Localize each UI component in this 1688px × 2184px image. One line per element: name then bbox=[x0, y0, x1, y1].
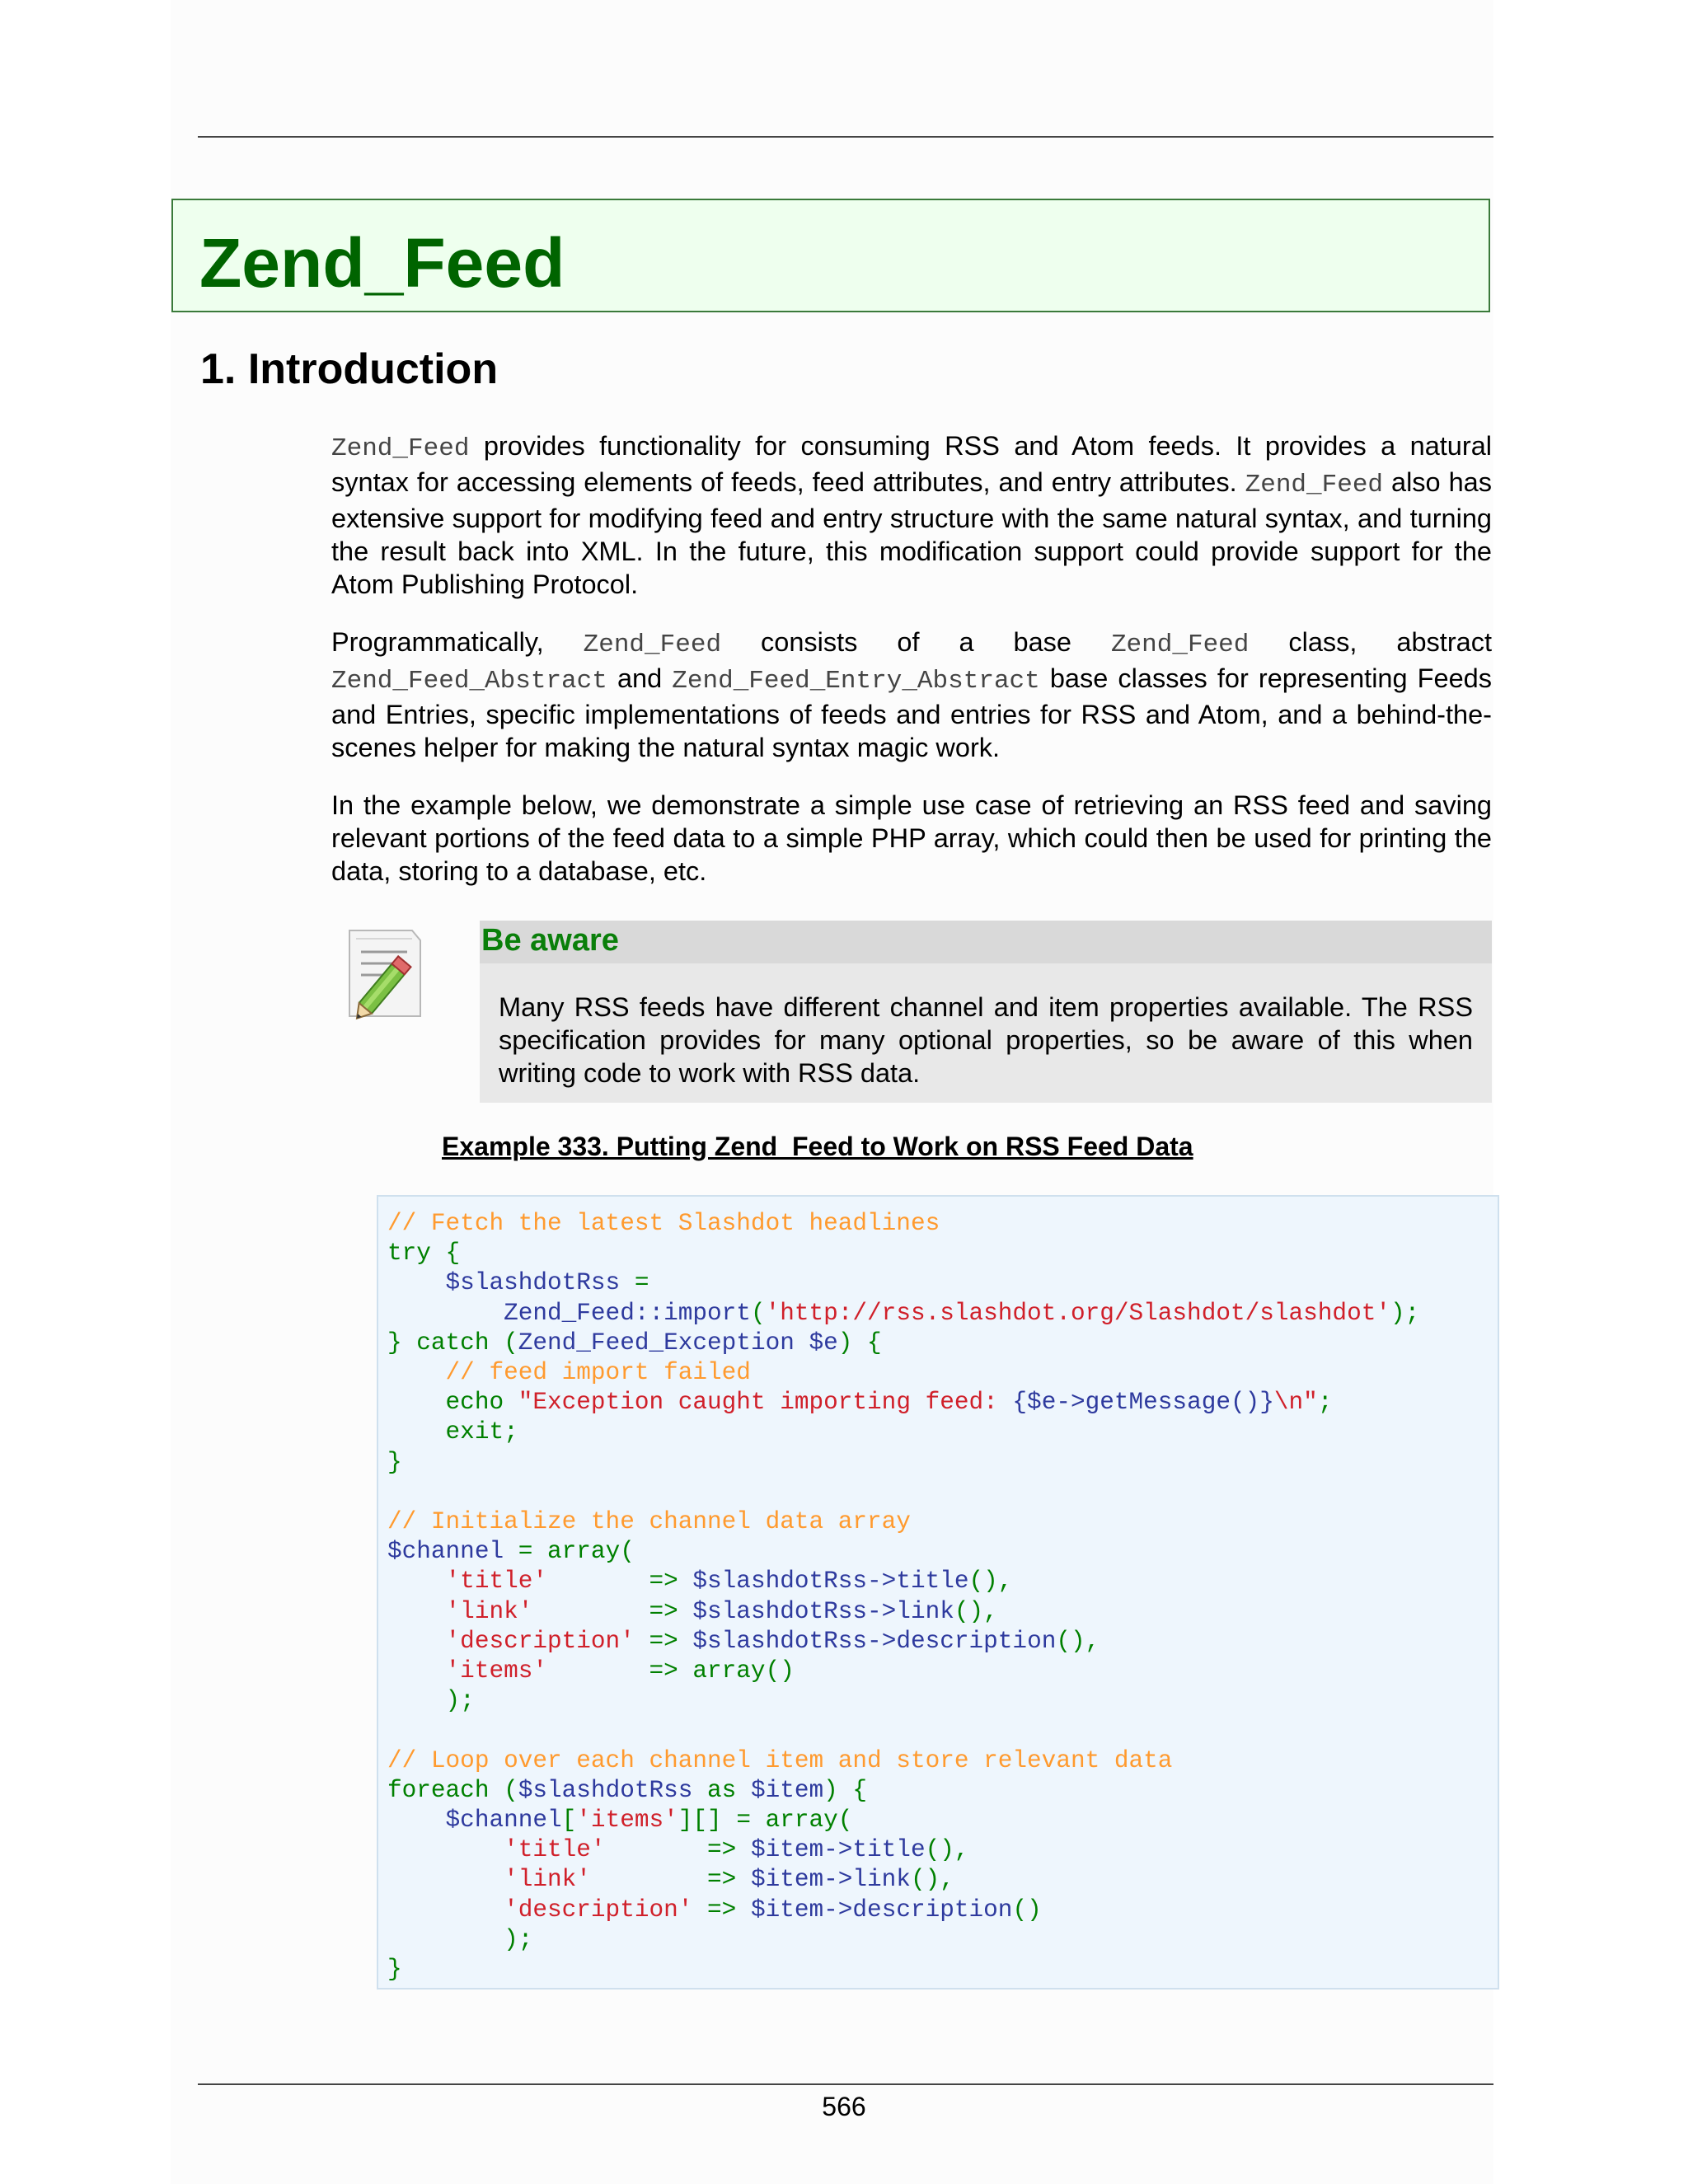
code-line bbox=[387, 1449, 402, 1476]
code-token: ) { bbox=[837, 1329, 882, 1357]
paragraph-text: base classes for representing Feeds and Entries, specific implementations of feeds and entries for RSS and Atom, and a behind-the-scenes helper for making the natural syntax magic work. bbox=[331, 663, 1492, 762]
code-token: => bbox=[605, 1836, 751, 1864]
code-token: ][] = array( bbox=[678, 1807, 853, 1835]
paragraph-text: also has extensive support for modifying feed and entry structure with the same natural syntax, and turning the result back into XML. In the future, this modification support could provide support for the Atom Publishing Protocol. bbox=[331, 467, 1492, 599]
chapter-title: Zend_Feed bbox=[199, 224, 565, 302]
code-token: 'http://rss.slashdot.org/Slashdot/slashdot' bbox=[765, 1299, 1390, 1327]
code-line bbox=[387, 1628, 1100, 1655]
code-token: $item->link bbox=[750, 1866, 911, 1894]
page-number: 566 bbox=[822, 2092, 866, 2121]
code-line bbox=[387, 1300, 1419, 1327]
header-rule bbox=[198, 136, 1493, 138]
inline-code: Zend_Feed_Abstract bbox=[331, 667, 607, 696]
code-line bbox=[387, 1836, 969, 1863]
code-token: } catch ( bbox=[387, 1329, 518, 1357]
note-body bbox=[480, 963, 1492, 1103]
code-token: Zend_Feed_Exception $e bbox=[518, 1329, 838, 1357]
code-token: ; bbox=[1317, 1389, 1333, 1417]
inline-code: Zend_Feed bbox=[331, 434, 470, 463]
code-block bbox=[377, 1195, 1499, 1990]
code-token: {$e->getMessage()} bbox=[1012, 1389, 1274, 1417]
code-token: = bbox=[620, 1269, 649, 1297]
code-token: => bbox=[692, 1896, 751, 1924]
code-token: as bbox=[692, 1776, 751, 1804]
code-token: => bbox=[590, 1866, 751, 1894]
code-token: (), bbox=[1056, 1627, 1100, 1655]
code-token: ( bbox=[750, 1299, 766, 1327]
code-token: echo bbox=[387, 1389, 518, 1417]
code-token: 'description' bbox=[387, 1627, 635, 1655]
code-token: [ bbox=[561, 1807, 577, 1835]
note-text: Many RSS feeds have different channel and item properties available. The RSS specification provides for many optional properties, so be aware of this when writing code to work with RSS data. bbox=[499, 992, 1473, 1088]
code-token: => bbox=[634, 1627, 693, 1655]
paragraph-text: class, abstract bbox=[1249, 627, 1493, 657]
code-line bbox=[387, 1568, 1012, 1595]
code-line bbox=[387, 1598, 998, 1625]
inline-code: Zend_Feed bbox=[1110, 630, 1250, 659]
code-token: $slashdotRss->link bbox=[692, 1597, 954, 1625]
paragraph-text: provides functionality for consuming RSS and Atom feeds. It provides a natural syntax for accessing elements of feeds, feed attributes, and entry attributes. bbox=[331, 431, 1492, 497]
code-line bbox=[387, 1657, 795, 1685]
code-line bbox=[387, 1210, 940, 1237]
code-token: 'items' bbox=[576, 1807, 678, 1835]
code-token: => array() bbox=[547, 1657, 795, 1685]
paragraph-text: Programmatically, bbox=[331, 627, 584, 657]
code-token: $slashdotRss bbox=[518, 1776, 693, 1804]
example-title: Example 333. Putting Zend_Feed to Work on RSS Feed Data bbox=[442, 1132, 1193, 1161]
note-title: Be aware bbox=[481, 923, 619, 958]
intro-paragraph-1 bbox=[331, 429, 1492, 601]
paragraph-text: and bbox=[607, 663, 673, 693]
code-token: (), bbox=[954, 1597, 998, 1625]
code-line bbox=[387, 1807, 852, 1834]
code-token: 'link' bbox=[387, 1597, 533, 1625]
code-token: ); bbox=[387, 1687, 475, 1715]
code-token: // feed import failed bbox=[387, 1359, 751, 1387]
code-line bbox=[387, 1896, 1042, 1924]
code-token: (), bbox=[910, 1866, 954, 1894]
code-token: foreach ( bbox=[387, 1776, 518, 1804]
code-line bbox=[387, 1866, 954, 1893]
code-token: () bbox=[1012, 1896, 1042, 1924]
code-token: $slashdotRss->title bbox=[692, 1568, 969, 1596]
code-line bbox=[387, 1418, 518, 1446]
chapter-title-box bbox=[171, 199, 1490, 312]
code-token: (), bbox=[968, 1568, 1013, 1596]
code-listing bbox=[387, 1209, 1419, 1985]
intro-paragraph-3: In the example below, we demonstrate a simple use case of retrieving an RSS feed and saving relevant portions of the feed data to a simple PHP array, which could then be used for printing the data, storing to a database, etc. bbox=[331, 790, 1492, 886]
code-token: "Exception caught importing feed: bbox=[518, 1389, 1013, 1417]
code-line bbox=[387, 1747, 1172, 1774]
code-token: 'link' bbox=[387, 1866, 591, 1894]
code-token: exit; bbox=[387, 1418, 518, 1446]
inline-code: Zend_Feed bbox=[1245, 471, 1384, 499]
code-token: => bbox=[547, 1568, 693, 1596]
note-header bbox=[480, 921, 1492, 963]
code-token: = array( bbox=[504, 1538, 635, 1566]
code-token: // Loop over each channel item and store relevant data bbox=[387, 1746, 1173, 1774]
code-token: $item->title bbox=[750, 1836, 926, 1864]
code-line bbox=[387, 1538, 635, 1565]
code-token: (), bbox=[925, 1836, 969, 1864]
code-token: } bbox=[387, 1448, 402, 1476]
code-token: try { bbox=[387, 1240, 461, 1268]
code-token: ); bbox=[1390, 1299, 1420, 1327]
code-line bbox=[387, 1508, 911, 1535]
code-line bbox=[387, 1777, 867, 1804]
code-line bbox=[387, 1956, 402, 1983]
code-line bbox=[387, 1329, 882, 1357]
code-line bbox=[387, 1359, 751, 1386]
code-line bbox=[387, 1687, 475, 1714]
code-token: => bbox=[532, 1597, 693, 1625]
code-token: $item bbox=[750, 1776, 824, 1804]
code-token: Zend_Feed::import bbox=[387, 1299, 751, 1327]
code-token: $channel bbox=[387, 1807, 562, 1835]
note-pencil-icon bbox=[338, 924, 429, 1023]
code-line bbox=[387, 1926, 532, 1953]
inline-code: Zend_Feed bbox=[583, 630, 722, 659]
footer-rule bbox=[198, 2083, 1493, 2085]
code-token: 'description' bbox=[387, 1896, 693, 1924]
code-token: // Fetch the latest Slashdot headlines bbox=[387, 1210, 940, 1237]
code-line bbox=[387, 1240, 460, 1267]
code-token: ); bbox=[387, 1925, 533, 1953]
section-title: 1. Introduction bbox=[200, 345, 499, 393]
code-token: } bbox=[387, 1956, 402, 1984]
code-token: $item->description bbox=[750, 1896, 1013, 1924]
code-token: ) { bbox=[823, 1776, 868, 1804]
paragraph-text: consists of a base bbox=[721, 627, 1111, 657]
intro-paragraph-2 bbox=[331, 626, 1492, 764]
code-line bbox=[387, 1269, 649, 1296]
code-line bbox=[387, 1389, 1332, 1416]
code-token: $slashdotRss bbox=[387, 1269, 621, 1297]
code-token: // Initialize the channel data array bbox=[387, 1508, 911, 1536]
code-token: \n" bbox=[1273, 1389, 1318, 1417]
inline-code: Zend_Feed_Entry_Abstract bbox=[672, 667, 1040, 696]
code-token: 'title' bbox=[387, 1836, 606, 1864]
code-token: $slashdotRss->description bbox=[692, 1627, 1057, 1655]
code-token: $channel bbox=[387, 1538, 504, 1566]
code-token: 'items' bbox=[387, 1657, 548, 1685]
code-token: 'title' bbox=[387, 1568, 548, 1596]
